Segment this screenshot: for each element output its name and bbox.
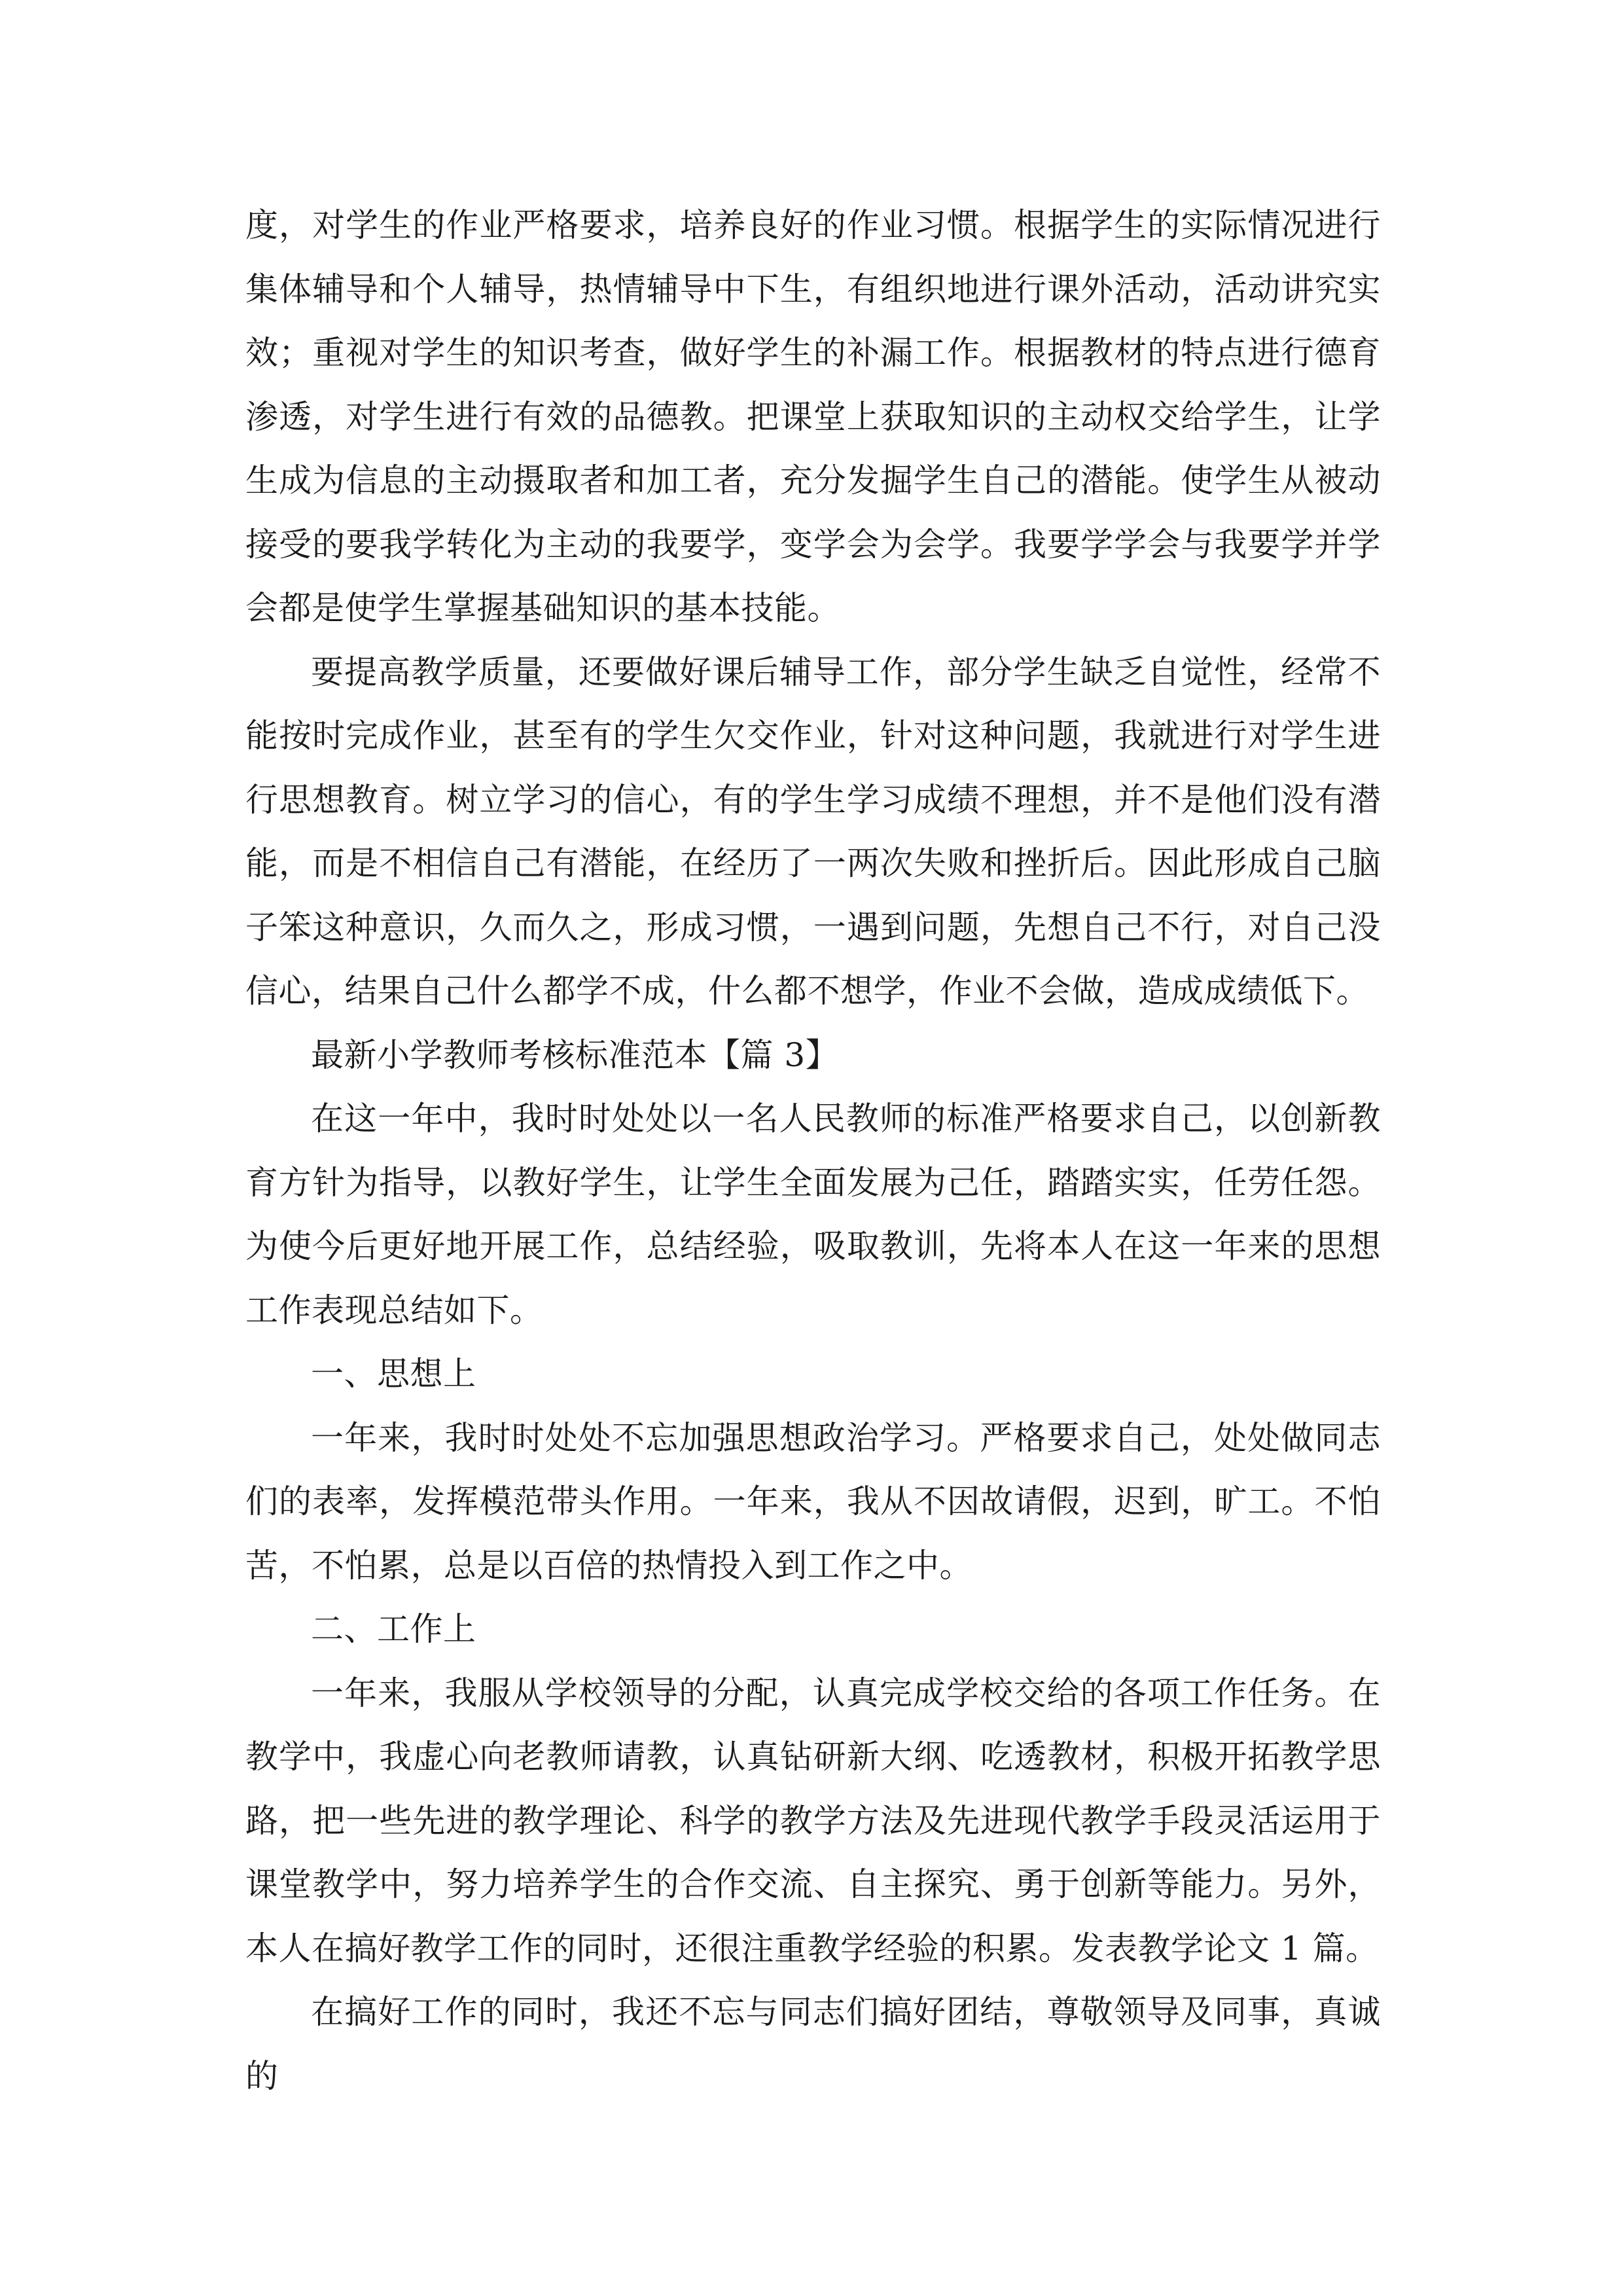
paragraph-unity: 在搞好工作的同时，我还不忘与同志们搞好团结，尊敬领导及同事，真诚的 [245, 1993, 1381, 2095]
subheading-work: 二、工作上 [311, 1610, 476, 1648]
paragraph-ideology: 一年来，我时时处处不忘加强思想政治学习。严格要求自己，处处做同志们的表率，发挥模范带头作用。一年来，我从不因故请假，迟到，旷工。不怕苦，不怕累，总是以百倍的热情投入到工作之中。 [245, 1418, 1381, 1585]
document-body [245, 194, 1381, 2108]
subheading-ideology: 一、思想上 [311, 1355, 476, 1393]
section-heading-part-3: 最新小学教师考核标准范本【篇 3】 [311, 1035, 839, 1074]
paragraph-tutoring: 要提高教学质量，还要做好课后辅导工作，部分学生缺乏自觉性，经常不能按时完成作业，甚至有的学生欠交作业，针对这种问题，我就进行对学生进行思想教育。树立学习的信心，有的学生学习成绩不理想，并不是他们没有潜能，而是不相信自己有潜能，在经历了一两次失败和挫折后。因此形成自己脑子笨这种意识，久而久之，形成习惯，一遇到问题，先想自己不行，对自己没信心，结果自己什么都学不成，什么都不想学，作业不会做，造成成绩低下。 [245, 653, 1381, 1010]
paragraph-intro: 在这一年中，我时时处处以一名人民教师的标准严格要求自己，以创新教育方针为指导，以教好学生，让学生全面发展为己任，踏踏实实，任劳任怨。为使今后更好地开展工作，总结经验，吸取教训，先将本人在这一年来的思想工作表现总结如下。 [245, 1100, 1381, 1329]
paragraph-continuation: 度，对学生的作业严格要求，培养良好的作业习惯。根据学生的实际情况进行集体辅导和个人辅导，热情辅导中下生，有组织地进行课外活动，活动讲究实效；重视对学生的知识考查，做好学生的补漏工作。根据教材的特点进行德育渗透，对学生进行有效的品德教。把课堂上获取知识的主动权交给学生，让学生成为信息的主动摄取者和加工者，充分发掘学生自己的潜能。使学生从被动接受的要我学转化为主动的我要学，变学会为会学。我要学学会与我要学并学会都是使学生掌握基础知识的基本技能。 [245, 206, 1381, 627]
paragraph-work: 一年来，我服从学校领导的分配，认真完成学校交给的各项工作任务。在教学中，我虚心向老教师请教，认真钻研新大纲、吃透教材，积极开拓教学思路，把一些先进的教学理论、科学的教学方法及先进现代教学手段灵活运用于课堂教学中，努力培养学生的合作交流、自主探究、勇于创新等能力。另外，本人在搞好教学工作的同时，还很注重教学经验的积累。发表教学论文 1 篇。 [245, 1674, 1381, 1967]
